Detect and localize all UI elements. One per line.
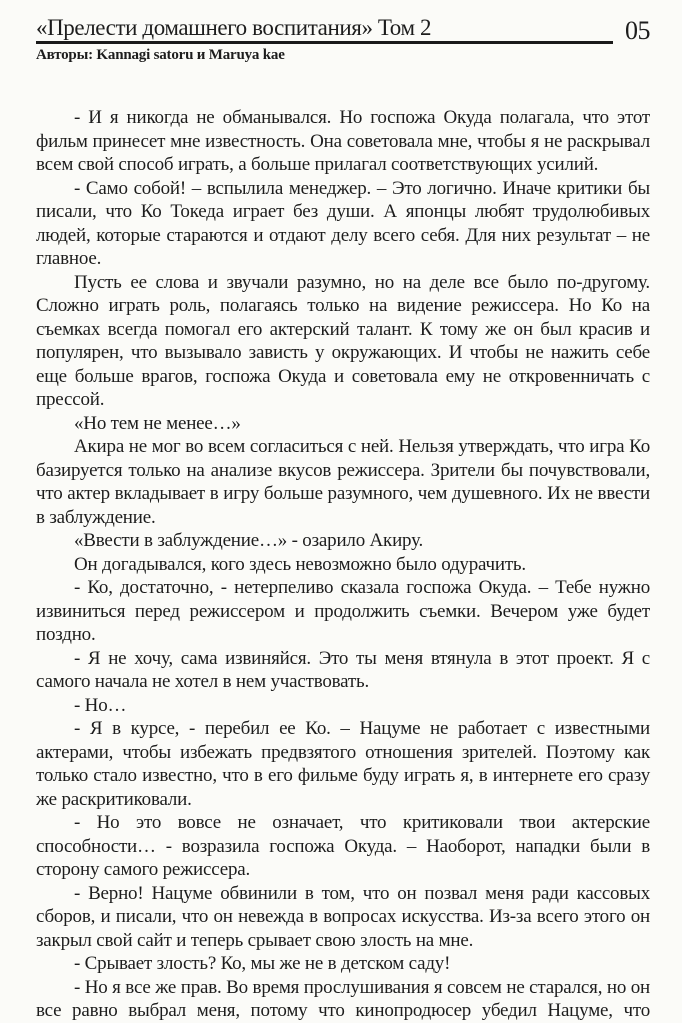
- paragraph: - Я в курсе, - перебил ее Ко. – Нацуме не работает с известными актерами, чтобы избежать предвзятого отношения зрителей. Поэтому как только стало известно, что в его фильме буду играть я, в интернете его сразу же раскритиковали.: [36, 718, 650, 810]
- paragraph: - Я не хочу, сама извиняйся. Это ты меня втянула в этот проект. Я с самого начала не хотел в нем участвовать.: [36, 647, 650, 692]
- authors-line: Авторы: Kannagi satoru и Maruya kae: [36, 47, 285, 63]
- paragraph: - Срывает злость? Ко, мы же не в детском саду!: [74, 953, 451, 974]
- paragraph: «Но тем не менее…»: [74, 412, 241, 434]
- paragraph: - Ко, достаточно, - нетерпеливо сказала госпожа Окуда. – Тебе нужно извиниться перед режиссером и продолжить съемки. Вечером уже будет поздно.: [36, 577, 650, 645]
- page-number: 05: [625, 16, 650, 46]
- paragraph: «Ввести в заблуждение…» - озарило Акиру.: [74, 530, 424, 551]
- paragraph: - И я никогда не обманывался. Но госпожа Окуда полагала, что этот фильм принесет мне известность. Она советовала мне, чтобы я не раскрывал всем свой способ играть, а больше прилагал соответствующих усилий.: [36, 107, 650, 175]
- paragraph: - Но я все же прав. Во время прослушивания я совсем не старался, но он все равно выбрал меня, потому что кинопродюсер убедил Нацуме, что: [36, 976, 650, 1021]
- body-text: [36, 106, 650, 1023]
- book-title: «Прелести домашнего воспитания» Том 2: [36, 15, 432, 40]
- paragraph: - Верно! Нацуме обвинили в том, что он позвал меня ради кассовых сборов, и писали, что он невежда в вопросах искусства. Из-за всего этого он закрыл свой сайт и теперь срывает свою злость на мне.: [36, 882, 650, 951]
- page-header: [36, 16, 650, 64]
- title-underline: [36, 16, 613, 44]
- paragraph: Пусть ее слова и звучали разумно, но на деле все было по-другому. Сложно играть роль, полагаясь только на видение режиссера. Но Ко на съемках всегда помогал его актерский талант. К тому же он был красив и популярен, что вызывало зависть у окружающих. И чтобы не нажить себе еще больше врагов, госпожа Окуда и советовала ему не откровенничать с прессой.: [36, 271, 650, 410]
- paragraph: - Само собой! – вспылила менеджер. – Это логично. Иначе критики бы писали, что Ко Токеда играет без души. А японцы любят трудолюбивых людей, которые стараются и отдают делу всего себя. Для них результат – не главное.: [36, 177, 650, 269]
- paragraph: - Но…: [74, 694, 127, 716]
- paragraph: Акира не мог во всем согласиться с ней. Нельзя утверждать, что игра Ко базируется только на анализе вкусов режиссера. Зрители бы почувствовали, что актер вкладывает в игру больше разумного, чем душевного. Их не ввести в заблуждение.: [36, 436, 650, 528]
- paragraph: Он догадывался, кого здесь невозможно было одурачить.: [74, 553, 526, 575]
- header-row: [36, 16, 650, 44]
- paragraph: - Но это вовсе не означает, что критиковали твои актерские способности… - возразила госпожа Окуда. – Наоборот, нападки были в сторону самого режиссера.: [36, 812, 650, 880]
